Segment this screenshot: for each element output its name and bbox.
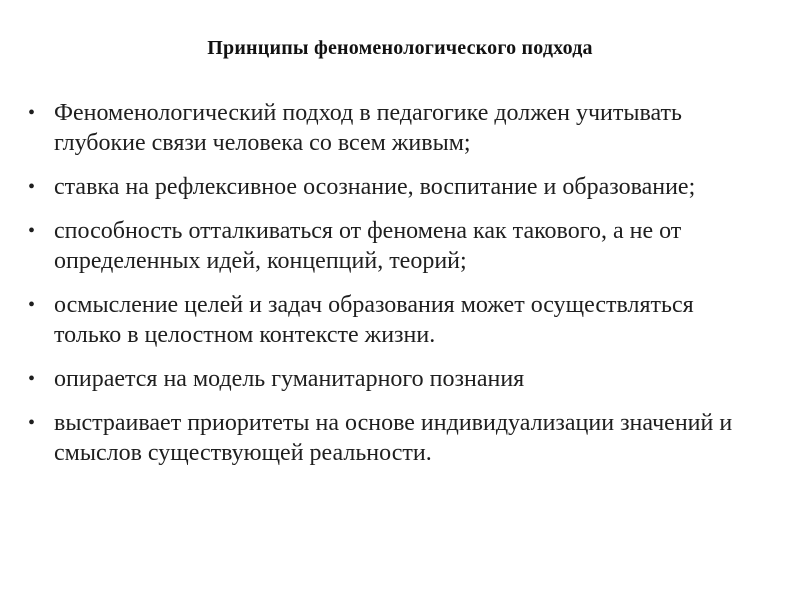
bullet-text: способность отталкиваться от феномена как такового, а не от определенных идей, концепций, теорий; [54, 218, 682, 274]
bullet-text: опирается на модель гуманитарного познания [54, 366, 525, 392]
bullet-item [28, 364, 748, 394]
bullet-text: выстраивает приоритеты на основе индивидуализации значений и смыслов существующей реальности. [54, 410, 733, 466]
bullet-dot-icon: • [28, 368, 36, 390]
bullet-text: Феноменологический подход в педагогике должен учитывать глубокие связи человека со всем живым; [54, 100, 682, 156]
bullet-item [28, 408, 748, 468]
bullet-item [28, 98, 748, 158]
bullet-dot-icon: • [28, 294, 36, 316]
bullet-item [28, 216, 748, 276]
bullet-dot-icon: • [28, 412, 36, 434]
bullet-item [28, 290, 748, 350]
bullet-text: осмысление целей и задач образования может осуществляться только в целостном контексте жизни. [54, 292, 694, 348]
slide-title: Принципы феноменологического подхода [207, 37, 593, 59]
bullet-list [28, 98, 748, 482]
bullet-dot-icon: • [28, 102, 36, 124]
bullet-dot-icon: • [28, 220, 36, 242]
bullet-dot-icon: • [28, 176, 36, 198]
bullet-item [28, 172, 748, 202]
bullet-text: ставка на рефлексивное осознание, воспитание и образование; [54, 174, 696, 200]
